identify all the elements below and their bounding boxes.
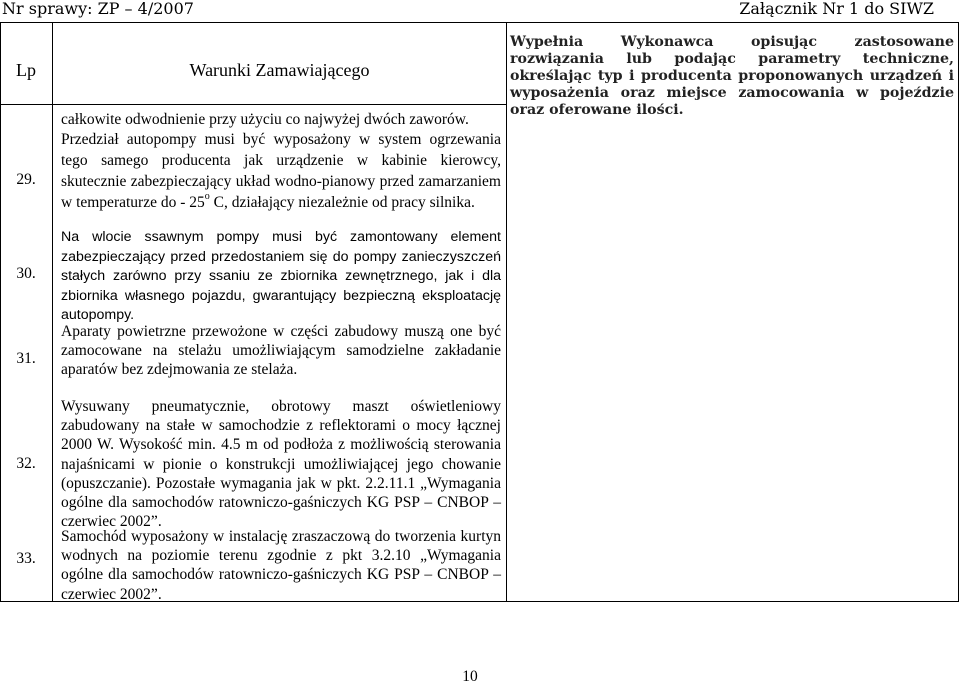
- degree-symbol: o: [204, 191, 210, 202]
- table-border: [0, 22, 1, 602]
- row-number: 30.: [16, 265, 36, 282]
- row-32-paragraph: Wysuwany pneumatycznie, obrotowy maszt oświetleniowy zabudowany na stałe w samochodzie z reflektorami o mocy łącznej 2000 W. Wysokość min. 4.5 m od podłoża z możliwością sterowania najaśnicami w pionie o konstrukcji umożliwiającej jego chowanie (opuszczanie). Pozostałe wymagania jak w pkt. 2.2.11.1 „Wymagania ogólne dla samochodów ratowniczo-gaśniczych KG PSP – CNBOP – czerwiec 2002”.: [61, 398, 501, 531]
- row-31-text: [61, 322, 501, 380]
- table-border: [958, 22, 959, 602]
- row-28-text-line: całkowite odwodnienie przy użyciu co najwyżej dwóch zaworów.: [61, 111, 469, 128]
- header-conditions: Warunki Zamawiającego: [189, 60, 370, 80]
- table-border: [0, 22, 959, 23]
- row-29-text-b: C, działający niezależnie od pracy silnika.: [209, 194, 475, 211]
- page-number: 10: [462, 668, 478, 685]
- row-number: 32.: [16, 455, 36, 472]
- row-29-text: [61, 129, 501, 213]
- table-border: [506, 22, 507, 602]
- table-border: [0, 104, 507, 105]
- header-lp: Lp: [16, 60, 36, 80]
- row-29-text-a: Przedział autopompy musi być wyposażony w system ogrzewania tego samego producenta jak urządzenie w kabinie kierowcy, skutecznie zabezpieczający układ wodno-pianowy przed zamarzaniem w temperaturze do - 25: [61, 131, 501, 211]
- row-number: 31.: [16, 350, 36, 367]
- row-30-paragraph: Na wlocie ssawnym pompy musi być zamontowany element zabezpieczający przed przedostaniem się do pompy zanieczyszczeń stałych zarówno przy ssaniu ze zbiornika zewnętrznego, jak i dla zbiornika własnego pojazdu, gwarantujący bezpieczną eksploatację autopompy.: [61, 229, 501, 324]
- row-number: 29.: [16, 171, 36, 188]
- row-31-paragraph: Aparaty powietrzne przewożone w części zabudowy muszą one być zamocowane na stelażu umożliwiającym samodzielne zakładanie aparatów bez zdejmowania ze stelaża.: [61, 323, 501, 379]
- row-33-text: [61, 527, 501, 604]
- row-number: 33.: [16, 550, 36, 567]
- attachment-label: Załącznik Nr 1 do SIWZ: [739, 0, 934, 18]
- row-30-text: [61, 228, 501, 326]
- header-contractor: Wypełnia Wykonawca opisując zastosowane rozwiązania lub podając parametry techniczne, określając typ i producenta proponowanych urządzeń i wyposażenia oraz miejsce zamocowania w pojeździe oraz oferowane ilości.: [510, 34, 954, 118]
- case-number: Nr sprawy: ZP – 4/2007: [2, 0, 194, 18]
- row-28-text: [61, 110, 501, 129]
- table-border: [52, 22, 53, 602]
- row-32-text: [61, 397, 501, 531]
- row-33-paragraph: Samochód wyposażony w instalację zraszaczową do tworzenia kurtyn wodnych na poziomie terenu zgodnie z pkt 3.2.10 „Wymagania ogólne dla samochodów ratowniczo-gaśniczych KG PSP – CNBOP – czerwiec 2002”.: [61, 528, 501, 603]
